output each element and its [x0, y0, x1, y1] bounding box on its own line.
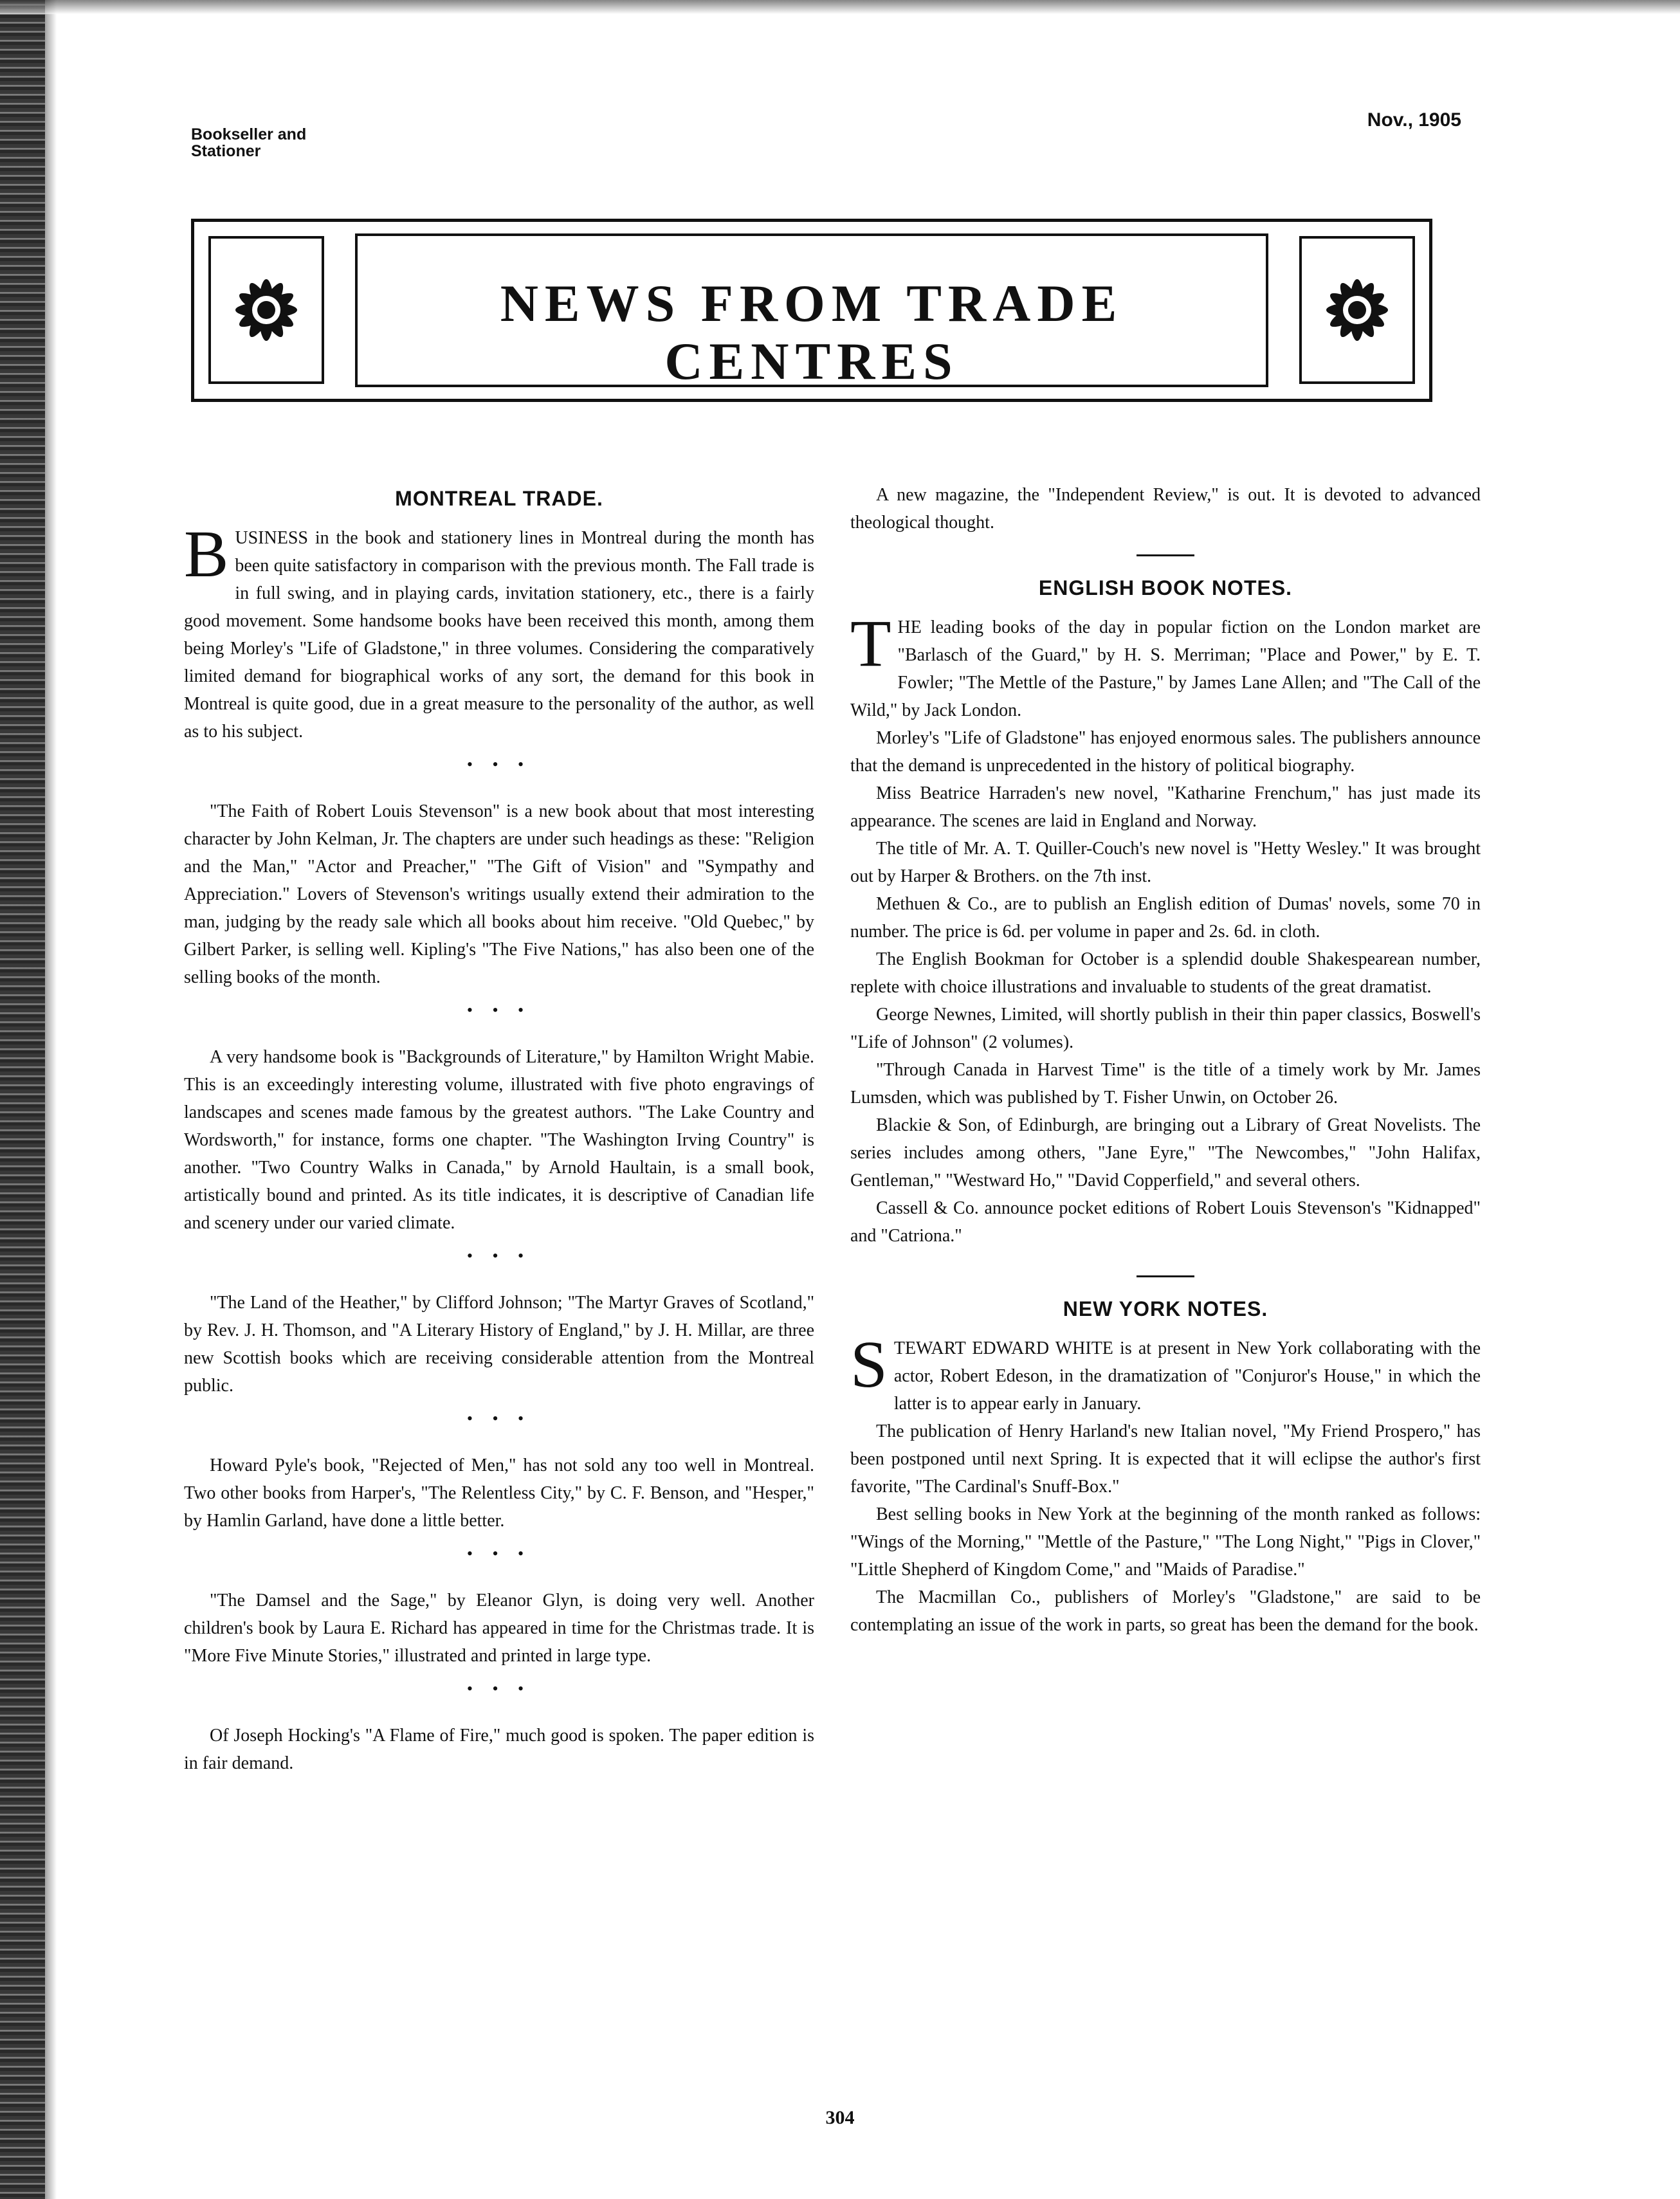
flower-rosette-icon	[1299, 236, 1415, 384]
english-heading: ENGLISH BOOK NOTES.	[1038, 576, 1293, 599]
publication-line-1: Bookseller and	[191, 125, 307, 143]
right-column	[850, 476, 1481, 1639]
english-paragraph-3: Miss Beatrice Harraden's new novel, "Katharine Frenchum," has just made its appearance. The scenes are laid in England and Norway.	[850, 783, 1481, 831]
newyork-paragraph-3: Best selling books in New York at the beginning of the month ranked as follows: "Wings of the Morning," "Mettle of the Pasture," "The Long Night," "Pigs in Clover," "Little Shepherd of Kingdom Come," and "Maids of Paradise."	[850, 1504, 1481, 1580]
dropcap-b: B	[184, 517, 229, 591]
montreal-paragraph-5: Howard Pyle's book, "Rejected of Men," has not sold any too well in Montreal. Two other books from Harper's, "The Relentless City," by C. F. Benson, and "Hesper," by Hamlin Garland, have done a little better.	[184, 1455, 814, 1531]
newyork-paragraph-4: The Macmillan Co., publishers of Morley's "Gladstone," are said to be contemplating an issue of the work in parts, so great has been the demand for the book.	[850, 1587, 1481, 1635]
newyork-paragraph-2: The publication of Henry Harland's new Italian novel, "My Friend Prospero," has been postponed until next Spring. It is expected that it will eclipse the author's first favorite, "The Cardinal's Snuff-Box."	[850, 1421, 1481, 1497]
english-paragraph-1	[850, 607, 1481, 724]
english-paragraph-1-text: HE leading books of the day in popular fiction on the London market are "Barlasch of the Guard," by H. S. Merriman; "Place and Power," by E. T. Fowler; "The Mettle of the Pasture," by James Lane Allen; and "The Call of the Wild," by Jack London.	[850, 617, 1481, 720]
publication-name	[191, 126, 384, 160]
montreal-heading: MONTREAL TRADE.	[395, 487, 603, 510]
publication-line-2: Stationer	[191, 142, 261, 160]
title-line-1: NEWS FROM TRADE	[500, 274, 1124, 333]
dropcap-s: S	[850, 1328, 888, 1401]
page-title	[358, 275, 1266, 390]
separator-dots: • • •	[466, 1001, 532, 1019]
montreal-paragraph-2: "The Faith of Robert Louis Stevenson" is a new book about that most interesting character by John Kelman, Jr. The chapters are under such headings as these: "Religion and the Man," "Actor and Preacher," "The Gift of Vision" and "Sympathy and Appreciation." Lovers of Stevenson's writings usually extend their admiration to the man, judging by the ready sale which all books about him receive. "Old Quebec," by Gilbert Parker, is selling well. Kipling's "The Five Nations," has also been one of the selling books of the month.	[184, 801, 814, 987]
section-rule	[1137, 554, 1194, 556]
flower-rosette-icon	[208, 236, 324, 384]
montreal-paragraph-1	[184, 517, 814, 745]
separator-dots: • • •	[466, 1246, 532, 1265]
english-paragraph-5: Methuen & Co., are to publish an English edition of Dumas' novels, some 70 in number. The price is 6d. per volume in paper and 2s. 6d. in cloth.	[850, 894, 1481, 942]
english-paragraph-6: The English Bookman for October is a splendid double Shakespearean number, replete with choice illustrations and invaluable to students of the great dramatist.	[850, 949, 1481, 997]
magazine-note: A new magazine, the "Independent Review," is out. It is devoted to advanced theological thought.	[850, 485, 1481, 533]
dropcap-t: T	[850, 607, 891, 680]
english-paragraph-7: George Newnes, Limited, will shortly publish in their thin paper classics, Boswell's "Life of Johnson" (2 volumes).	[850, 1005, 1481, 1052]
separator-dots: • • •	[466, 1679, 532, 1698]
separator-dots: • • •	[466, 1544, 532, 1563]
newyork-paragraph-1	[850, 1328, 1481, 1418]
title-banner	[191, 219, 1432, 402]
montreal-paragraph-3: A very handsome book is "Backgrounds of Literature," by Hamilton Wright Mabie. This is an exceedingly interesting volume, illustrated with five photo engravings of landscapes and scenes made famous by the greatest authors. "The Lake Country and Wordsworth," for instance, forms one chapter. "The Washington Irving Country" is another. "Two Country Walks in Canada," by Arnold Haultain, is a small book, artistically bound and printed. As its title indicates, it is descriptive of Canadian life and scenery under our varied climate.	[184, 1047, 814, 1233]
english-paragraph-8: "Through Canada in Harvest Time" is the title of a timely work by Mr. James Lumsden, which was published by T. Fisher Unwin, on October 26.	[850, 1060, 1481, 1108]
separator-dots: • • •	[466, 1409, 532, 1428]
issue-date: Nov., 1905	[1367, 109, 1461, 131]
separator-dots: • • •	[466, 755, 532, 774]
english-paragraph-4: The title of Mr. A. T. Quiller-Couch's new novel is "Hetty Wesley." It was brought out by Harper & Brothers. on the 7th inst.	[850, 839, 1481, 886]
left-column	[184, 476, 814, 1777]
title-line-2: CENTRES	[664, 332, 959, 390]
page-number: 304	[825, 2107, 855, 2128]
montreal-paragraph-7: Of Joseph Hocking's "A Flame of Fire," much good is spoken. The paper edition is in fair demand.	[184, 1726, 814, 1773]
title-frame	[355, 233, 1268, 390]
binding-edge-fade	[45, 0, 57, 2199]
english-paragraph-10: Cassell & Co. announce pocket editions of Robert Louis Stevenson's "Kidnapped" and "Catriona."	[850, 1198, 1481, 1246]
montreal-paragraph-4: "The Land of the Heather," by Clifford Johnson; "The Martyr Graves of Scotland," by Rev. J. H. Thomson, and "A Literary History of England," by J. H. Millar, are three new Scottish books which are receiving considerable attention from the Montreal public.	[184, 1293, 814, 1396]
english-paragraph-9: Blackie & Son, of Edinburgh, are bringing out a Library of Great Novelists. The series includes among others, "Jane Eyre," "The Newcombes," "John Halifax, Gentleman," "Westward Ho," "David Copperfield," and several others.	[850, 1115, 1481, 1191]
english-paragraph-2: Morley's "Life of Gladstone" has enjoyed enormous sales. The publishers announce that the demand is unprecedented in the history of political biography.	[850, 728, 1481, 776]
montreal-paragraph-1-text: USINESS in the book and stationery lines in Montreal during the month has been quite satisfactory in comparison with the previous month. The Fall trade is in full swing, and in playing cards, invitation stationery, etc., there is a fairly good movement. Some handsome books have been received this month, among them being Morley's "Life of Gladstone," in three volumes. Considering the comparatively limited demand for biographical works of any sort, the demand for this book in Montreal is quite good, due in a great measure to the personality of the author, as well as to his subject.	[184, 528, 814, 742]
top-edge-shadow	[0, 0, 1680, 14]
montreal-paragraph-6: "The Damsel and the Sage," by Eleanor Glyn, is doing very well. Another children's book by Laura E. Richard has appeared in time for the Christmas trade. It is "More Five Minute Stories," illustrated and printed in large type.	[184, 1591, 814, 1666]
binding-edge-shadow	[0, 0, 45, 2199]
section-rule	[1137, 1275, 1194, 1277]
newyork-paragraph-1-text: TEWART EDWARD WHITE is at present in New York collaborating with the actor, Robert Edeson, in the dramatization of "Conjuror's House," in which the latter is to appear early in January.	[893, 1338, 1481, 1414]
newyork-heading: NEW YORK NOTES.	[1063, 1297, 1268, 1320]
